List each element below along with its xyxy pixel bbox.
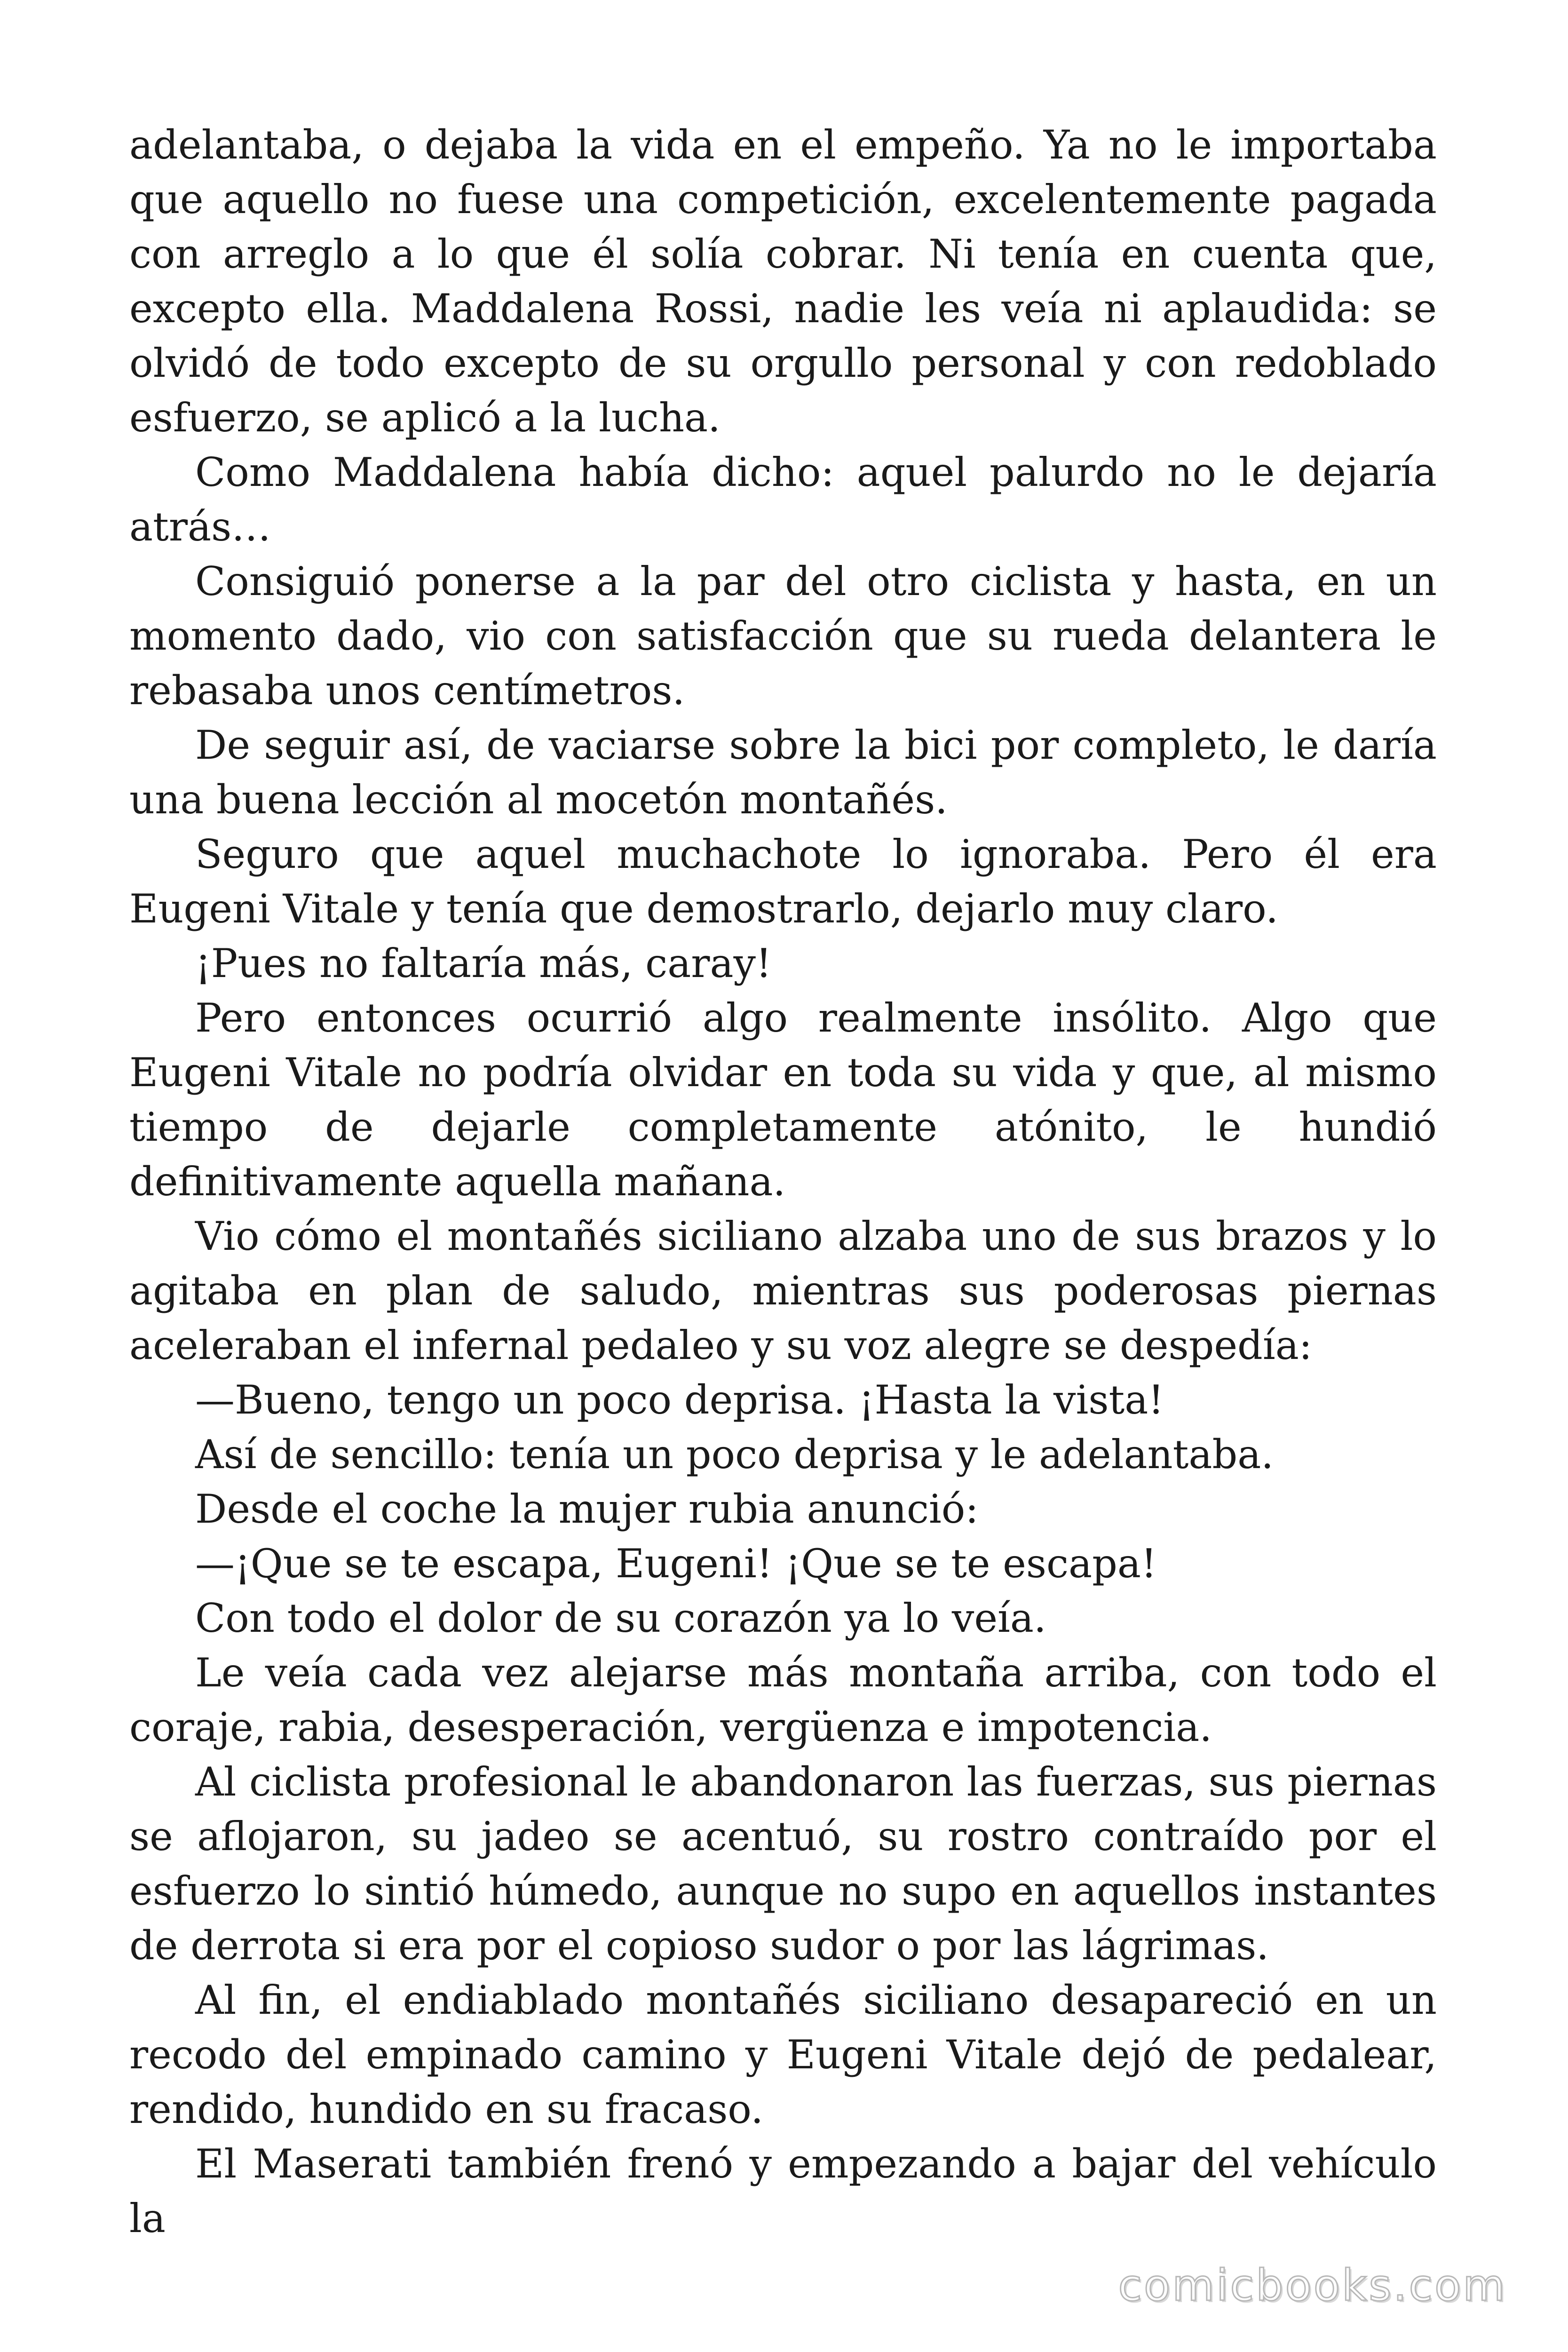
paragraph: Seguro que aquel muchachote lo ignoraba. Pero él era Eugeni Vitale y tenía que demostrarlo, dejarlo muy claro. — [129, 831, 1437, 932]
dialogue-line: —¡Que se te escapa, Eugeni! ¡Que se te escapa! — [195, 1541, 1157, 1587]
paragraph: Consiguió ponerse a la par del otro ciclista y hasta, en un momento dado, vio con satisfacción que su rueda delantera le rebasaba unos centímetros. — [129, 558, 1437, 714]
paragraph: Pero entonces ocurrió algo realmente insólito. Algo que Eugeni Vitale no podría olvidar en toda su vida y que, al mismo tiempo de dejarle completamente atónito, le hundió definitivamente aquella mañana. — [129, 995, 1437, 1205]
dialogue-line: —Bueno, tengo un poco deprisa. ¡Hasta la vista! — [195, 1377, 1164, 1423]
page-body — [129, 118, 1437, 2246]
paragraph: Como Maddalena había dicho: aquel palurdo no le dejaría atrás… — [129, 449, 1437, 550]
paragraph: El Maserati también frenó y empezando a bajar del vehículo la — [129, 2141, 1437, 2241]
paragraph: Desde el coche la mujer rubia anunció: — [195, 1486, 979, 1532]
paragraph: adelantaba, o dejaba la vida en el empeño. Ya no le importaba que aquello no fuese una competición, excelentemente pagada con arreglo a lo que él solía cobrar. Ni tenía en cuenta que, excepto ella. Maddalena Rossi, nadie les veía ni aplaudida: se olvidó de todo excepto de su orgullo personal y con redoblado esfuerzo, se aplicó a la lucha. — [129, 122, 1437, 441]
watermark: comicbooks.com — [1118, 2260, 1507, 2311]
paragraph: Al ciclista profesional le abandonaron las fuerzas, sus piernas se aflojaron, su jadeo se acentuó, su rostro contraído por el esfuerzo lo sintió húmedo, aunque no supo en aquellos instantes de derrota si era por el copioso sudor o por las lágrimas. — [129, 1759, 1437, 1969]
paragraph: Vio cómo el montañés siciliano alzaba uno de sus brazos y lo agitaba en plan de saludo, mientras sus poderosas piernas aceleraban el infernal pedaleo y su voz alegre se despedía: — [129, 1213, 1437, 1368]
paragraph: Con todo el dolor de su corazón ya lo veía. — [195, 1595, 1046, 1641]
paragraph: Así de sencillo: tenía un poco deprisa y le adelantaba. — [195, 1431, 1274, 1478]
paragraph: Al fin, el endiablado montañés siciliano desapareció en un recodo del empinado camino y Eugeni Vitale dejó de pedalear, rendido, hundido en su fracaso. — [129, 1977, 1437, 2132]
paragraph: Le veía cada vez alejarse más montaña arriba, con todo el coraje, rabia, desesperación, vergüenza e impotencia. — [129, 1650, 1437, 1750]
paragraph: De seguir así, de vaciarse sobre la bici por completo, le daría una buena lección al mocetón montañés. — [129, 722, 1437, 823]
paragraph: ¡Pues no faltaría más, caray! — [195, 940, 772, 986]
